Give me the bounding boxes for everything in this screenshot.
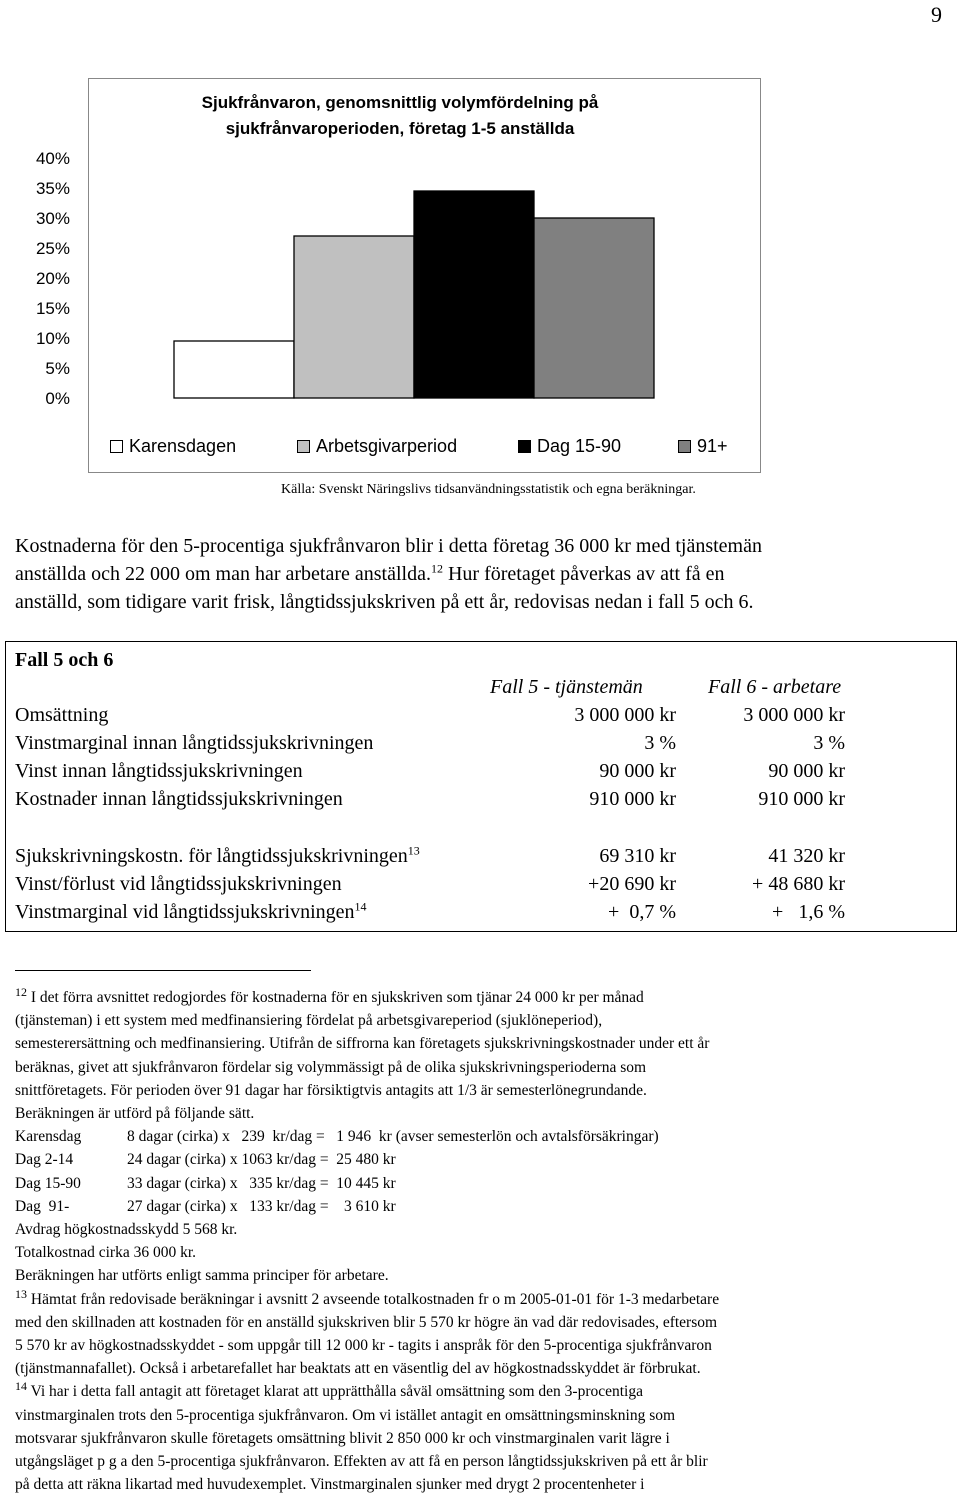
calc-row (15, 1125, 945, 1148)
cell-fall-6: 910 000 kr (758, 788, 845, 810)
calc-period: Dag 91- (15, 1197, 70, 1215)
calc-value: 8 dagar (cirka) x 239 kr/dag = 1 946 kr (avser semesterlön och avtalsförsäkringar) (127, 1128, 659, 1146)
legend-label: 91+ (697, 436, 728, 456)
cell-fall-5: 3 % (644, 732, 676, 754)
y-tick-label: 20% (35, 269, 70, 288)
cell-fall-6: 90 000 kr (768, 760, 845, 782)
paragraph-line: anställd, som tidigare varit frisk, långtidssjukskriven på ett år, redovisas nedan i fall 5 och 6. (15, 591, 754, 613)
legend-item (678, 436, 728, 457)
cell-fall-6: + 48 680 kr (752, 873, 845, 895)
row-label: Vinst innan långtidssjukskrivningen (15, 760, 303, 782)
footnote-line: $^{12}$ I det förra avsnittet redogjordes för kostnaderna för en sjukskriven som tjänar 24 000 kr per månad (15, 984, 644, 1006)
chart-source-note: Källa: Svenskt Näringslivs tidsanvändningsstatistik och egna beräkningar. (281, 482, 696, 497)
footnote-line: (tjänsteman) i ett system med medfinansiering fördelat på arbetsgivareperiod (sjuklöneperiod), (15, 1012, 603, 1030)
footnote-line: med den skillnaden att kostnaden för en anställd sjukskriven blir 5 570 kr högre än vad där redovisades, eftersom (15, 1313, 718, 1331)
calc-row (15, 1172, 945, 1195)
footnote-line: Avdrag högkostnadsskydd 5 568 kr. (15, 1221, 238, 1239)
footnote-line: utgångsläget p g a den 5-procentiga sjukfrånvaron. Effekten av att få en person långtidssjukskriven på ett år blir (15, 1453, 708, 1471)
body-paragraph (15, 532, 945, 616)
row-label: Vinstmarginal vid långtidssjukskrivningen$^{14}$ (15, 899, 367, 923)
row-label: Vinstmarginal innan långtidssjukskrivningen (15, 732, 374, 754)
paragraph-line: Kostnaderna för den 5-procentiga sjukfrånvaron blir i detta företag 36 000 kr med tjänstemän (15, 535, 762, 557)
paragraph-line (15, 560, 945, 588)
paragraph-text: Hur företaget påverkas av att få en (442, 563, 725, 585)
footnote-ref-12: 12 (430, 561, 443, 576)
y-tick-label: 15% (35, 299, 70, 318)
legend-swatch (297, 440, 310, 453)
footnote-number: 14 (15, 1379, 27, 1394)
footnote-ref-14: 14 (354, 899, 367, 914)
legend-swatch (110, 440, 123, 453)
row-label: Vinst/förlust vid långtidssjukskrivningen (15, 873, 342, 895)
fall-table-heading: Fall 5 och 6 (15, 649, 114, 671)
calc-value: 27 dagar (cirka) x 133 kr/dag = 3 610 kr (127, 1197, 396, 1215)
footnote-ref-13: 13 (407, 843, 420, 858)
footnote-12-tail (15, 1218, 945, 1288)
y-tick-label: 5% (45, 359, 70, 378)
footnote-12 (15, 986, 945, 1125)
legend-item (110, 436, 236, 457)
bar-karensdagen (174, 341, 294, 398)
calc-period: Dag 2-14 (15, 1151, 74, 1169)
footnote-12-calculation (15, 1125, 945, 1218)
footnote-line: Beräkningen är utförd på följande sätt. (15, 1105, 255, 1123)
y-tick-label: 40% (35, 149, 70, 168)
row-label: Omsättning (15, 704, 109, 726)
legend-swatch (518, 440, 531, 453)
footnotes (15, 986, 945, 1496)
column-header-fall-5: Fall 5 - tjänstemän (490, 676, 643, 698)
bar-chart (0, 0, 960, 480)
cell-fall-5: 90 000 kr (599, 760, 676, 782)
footnote-line: motsvarar sjukfrånvaron skulle företagets omsättning blivit 2 850 000 kr och vinstmarginalen varit lägre i (15, 1429, 670, 1447)
legend-label: Karensdagen (129, 436, 237, 456)
footnote-line: Totalkostnad cirka 36 000 kr. (15, 1244, 197, 1262)
bar-91- (534, 218, 654, 398)
footnote-line: 5 570 kr av högkostnadsskyddet - som uppgår till 12 000 kr - tagits i anspråk för den 5-procentiga sjukfrånvaron (15, 1337, 712, 1355)
footnote-line: beräknas, givet att sjukfrånvaron fördelar sig volymmässigt på de olika sjukskrivningsperioderna som (15, 1058, 647, 1076)
cell-fall-5: 910 000 kr (589, 788, 676, 810)
footnote-line: Beräkningen har utförts enligt samma principer för arbetare. (15, 1267, 389, 1285)
footnote-line: semesterersättning och medfinansiering. Utifrån de siffrorna kan företagets sjukskrivningskostnader under ett år (15, 1035, 710, 1053)
legend-swatch (678, 440, 691, 453)
footnote-number: 12 (15, 984, 27, 999)
bar-dag-15-90 (414, 191, 534, 398)
cell-fall-5: +20 690 kr (588, 873, 676, 895)
footnote-line: $^{13}$ Hämtat från redovisade beräkningar i avsnitt 2 avseende totalkostnaden fr o m 2005-01-01 för 1-3 medarbetare (15, 1286, 720, 1308)
chart-title-line-1: Sjukfrånvaron, genomsnittlig volymfördelning på (201, 93, 599, 112)
bar-arbetsgivarperiod (294, 236, 414, 398)
calc-row (15, 1148, 945, 1171)
y-tick-label: 10% (35, 329, 70, 348)
footnote-line: $^{14}$ Vi har i detta fall antagit att företaget klarat att upprätthålla såväl omsättning som den 3-procentiga (15, 1379, 643, 1401)
footnote-line: (tjänstmannafallet). Också i arbetarefallet har beaktats att en väsentlig del av högkostnadsskyddet är förbrukat. (15, 1360, 701, 1378)
cell-fall-5: + 0,7 % (608, 901, 676, 923)
cell-fall-6: 3 000 000 kr (743, 704, 845, 726)
chart-legend (110, 436, 750, 460)
y-tick-label: 30% (35, 209, 70, 228)
y-tick-label: 25% (35, 239, 70, 258)
cell-fall-6: 3 % (813, 732, 845, 754)
column-header-fall-6: Fall 6 - arbetare (708, 676, 842, 698)
footnote-line: på detta att räkna likartad med huvudexemplet. Vinstmarginalen sjunker med drygt 2 procentenheter i (15, 1476, 645, 1494)
footnote-14 (15, 1380, 945, 1496)
page-number: 9 (931, 2, 942, 27)
legend-label: Arbetsgivarperiod (316, 436, 458, 456)
footnote-line: snittföretagets. För perioden över 91 dagar har försiktigtvis antagits att 1/3 är semesterlönegrundande. (15, 1081, 647, 1099)
cell-fall-5: 3 000 000 kr (574, 704, 676, 726)
footnote-13 (15, 1288, 945, 1381)
footnote-separator (15, 970, 311, 971)
y-tick-label: 35% (35, 179, 70, 198)
legend-item (297, 436, 457, 457)
legend-item (518, 436, 621, 457)
footnote-line: vinstmarginalen trots den 5-procentiga sjukfrånvaron. Om vi istället antagit en omsättningsminskning som (15, 1406, 676, 1424)
footnote-number: 13 (15, 1286, 27, 1301)
paragraph-text: anställda och 22 000 om man har arbetare anställda. (15, 563, 431, 585)
calc-value: 33 dagar (cirka) x 335 kr/dag = 10 445 kr (127, 1174, 396, 1192)
row-label: Kostnader innan långtidssjukskrivningen (15, 788, 343, 810)
cell-fall-6: + 1,6 % (772, 901, 845, 923)
cell-fall-6: 41 320 kr (768, 845, 845, 867)
calc-period: Dag 15-90 (15, 1174, 81, 1192)
row-label: Sjukskrivningskostn. för långtidssjukskrivningen$^{13}$ (15, 843, 420, 867)
y-tick-label: 0% (45, 389, 70, 408)
calc-period: Karensdag (15, 1128, 82, 1146)
chart-title-line-2: sjukfrånvaroperioden, företag 1-5 anställda (225, 119, 575, 138)
legend-label: Dag 15-90 (537, 436, 622, 456)
calc-value: 24 dagar (cirka) x 1063 kr/dag = 25 480 kr (127, 1151, 396, 1169)
calc-row (15, 1195, 945, 1218)
cell-fall-5: 69 310 kr (599, 845, 676, 867)
